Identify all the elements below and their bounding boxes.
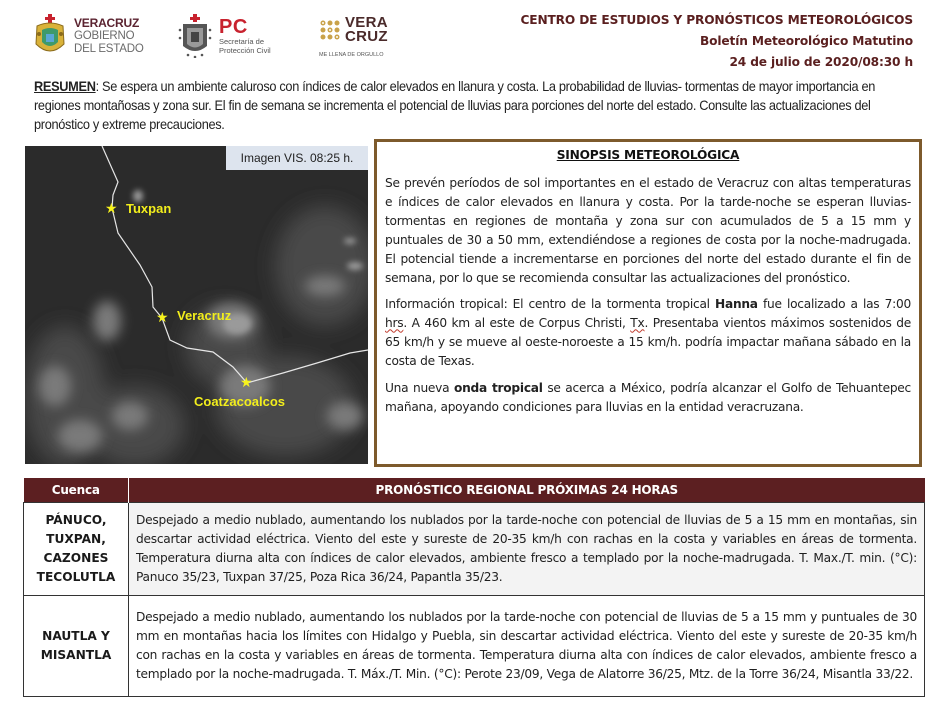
forecast-cell: Despejado a medio nublado, aumentando los nublados por la tarde-noche con potencial de lluvias de 5 a 15 mm en montañas, sin descartar actividad eléctrica. Viento del este y sureste de 20-35 km/h con rachas en la costa y variables en áreas de tormenta. Temperatura diurna alta con índices de calor elevados, ambiente fresco a templado por la noche-madrugada. T. Max./T. min. (°C): Panuco 35/23, Tuxpan 37/25, Poza Rica 36/24, Papantla 35/23. [129,503,925,596]
synopsis-text: Información tropical: El centro de la tormenta tropical [385,297,716,312]
satellite-caption: Imagen VIS. 08:25 h. [226,146,368,170]
cuenca-cell [24,596,129,697]
ver-line2: CRUZ [345,28,388,45]
star-icon: ★ [156,310,169,326]
logo-gobierno-veracruz [33,14,144,58]
star-icon: ★ [105,201,118,217]
table-row [24,596,925,697]
cuenca-line: NAUTLA Y [42,629,110,643]
forecast-cell: Despejado a medio nublado, aumentando los nublados por la tarde-noche con potencial de lluvias de 5 a 15 mm y puntuales de 30 mm en montañas hacia los límites con Hidalgo y Puebla, sin descartar actividad eléctrica. Viento del este y sureste de 20-35 km/h con rachas en la costa y variables en áreas de tormenta. Temperatura diurna alta con índices de calor elevados, ambiente fresco a templado por la noche-madrugada. T. Máx./T. Min. (°C): Perote 23/09, Vega de Alatorre 36/25, Mtz. de la Torre 36/24, Misantla 33/22. [129,596,925,697]
cuenca-line: TUXPAN, [46,532,106,546]
gob-line2: GOBIERNO [74,30,135,43]
woven-pattern-icon [319,19,341,41]
gob-line3: DEL ESTADO [74,42,144,55]
cuenca-line: TECOLUTLA [36,570,116,584]
city-label-coatzacoalcos: Coatzacoalcos [194,394,286,409]
synopsis-title: SINOPSIS METEOROLÓGICA [556,148,740,162]
synopsis-text: fue localizado a las 7:00 [757,297,911,312]
bulletin-title: Boletín Meteorológico Matutino [700,34,913,48]
pc-line2: Protección Civil [219,46,271,55]
ver-tagline: ME LLENA DE ORGULLO [319,52,384,58]
pc-line1: Secretaría de [219,37,265,46]
storm-name: Hanna [715,297,758,312]
synopsis-paragraph-1: Se prevén períodos de sol importantes en el estado de Veracruz con altas temperaturas e índices de calor elevados en llanura y costa. Por la tarde-noche se esperan lluvias-tormentas en regiones de montaña y zona sur con acumulados de 5 a 15 mm y puntuales de 30 a 50 mm, extendiéndose a regiones de costa por la noche-madrugada. El potencial tiende a incrementarse en porciones del norte del estado durante el fin de semana, por lo que se recomienda consultar las actualizaciones del pronóstico. [385,176,911,285]
summary-text: : Se espera un ambiente caluroso con índices de calor elevados en llanura y costa. La probabilidad de lluvias- tormentas de mayor importancia en regiones montañosas y zona sur. El fin de semana se incrementa el potencial de lluvias para porciones del norte del estado. Consulte las actualizaciones del pronóstico y extreme precauciones. [34,79,876,132]
state-crest-icon [33,14,67,58]
cuenca-cell [24,503,129,596]
logo-veracruz-brand [319,14,388,58]
table-header-row [24,478,925,503]
logo-proteccion-civil [178,14,271,58]
bulletin-date: 24 de julio de 2020/08:30 h [729,55,913,69]
gob-line1: VERACRUZ [74,16,140,31]
ver-line1: VERA [345,14,388,31]
summary-label: RESUMEN [34,79,96,94]
synopsis-text: Una nueva [385,381,454,396]
satellite-image [25,146,368,464]
city-label-tuxpan: Tuxpan [126,201,172,216]
table-row [24,503,925,596]
cuenca-line: MISANTLA [40,648,112,662]
synopsis-text: . A 460 km al este de Corpus Christi, [403,316,631,331]
spellcheck-word: hrs [385,316,404,331]
synopsis-box [374,139,922,467]
bulletin-header [520,10,913,73]
pc-crest-icon [178,14,212,58]
synopsis-paragraph-2 [385,295,911,371]
spellcheck-word: Tx [630,316,645,331]
synopsis-text: se acerca a México, podría alcanzar el Golfo de Tehuantepec mañana, apoyando condiciones para lluvias en la entidad veracruzana. [385,381,912,414]
tropical-wave-label: onda tropical [453,381,543,396]
synopsis-paragraph-3 [385,379,911,417]
city-label-veracruz: Veracruz [177,308,232,323]
satellite-map [25,146,368,464]
regional-forecast-table [23,478,925,697]
cuenca-line: PÁNUCO, [45,513,107,527]
column-header-cuenca: Cuenca [24,478,129,503]
pc-acronym: PC [219,16,248,38]
star-icon: ★ [240,375,253,391]
cuenca-line: CAZONES [43,551,109,565]
summary-paragraph [34,77,918,134]
institution-title: CENTRO DE ESTUDIOS Y PRONÓSTICOS METEOROLÓGICOS [520,13,913,27]
column-header-forecast: PRONÓSTICO REGIONAL PRÓXIMAS 24 HORAS [129,478,925,503]
synopsis-text: . Presentaba vientos máximos sostenidos de 65 km/h y se mueve al oeste-noroeste a 15 km/h. podría impactar mañana sábado en la costa de Texas. [385,316,911,369]
